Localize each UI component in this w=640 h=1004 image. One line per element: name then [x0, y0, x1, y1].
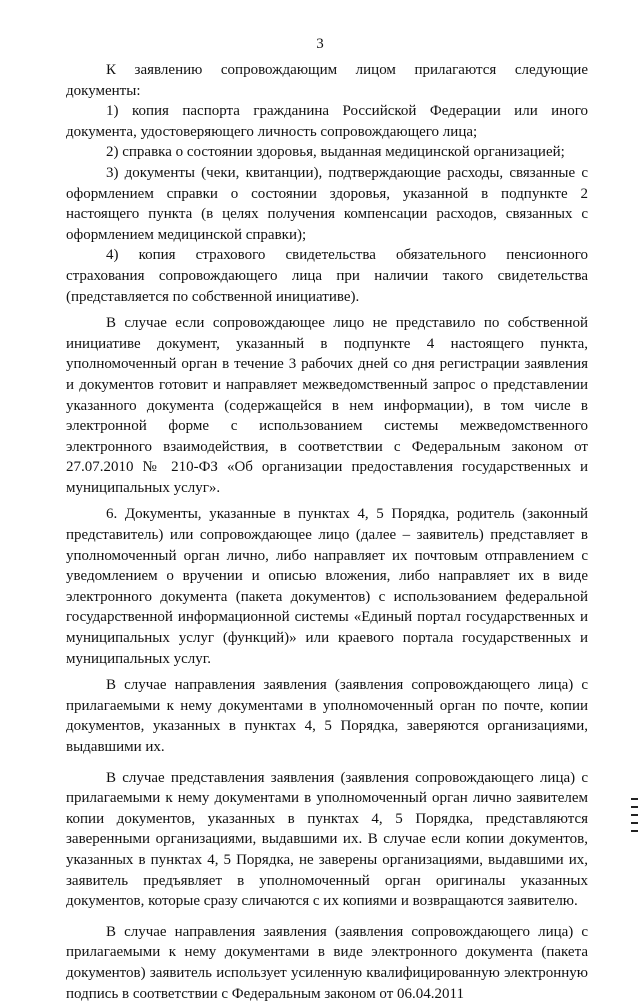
paragraph-item-2: 2) справка о состоянии здоровья, выданная медицинской организацией;: [106, 144, 565, 161]
paragraph-electronic-submission: В случае направления заявления (заявления сопровождающего лица) с прилагаемыми к нему документами в виде электронного документа (пакета документов) заявитель использует усиленную квалифицированную электронную подпись в соответствии с Федеральным законом от 06.04.2011: [66, 923, 588, 1002]
paragraph-item-4: 4) копия страхового свидетельства обязательного пенсионного страхования сопровождающего лица при наличии такого свидетельства (представляется по собственной инициативе).: [66, 247, 588, 305]
paragraph-item-1: 1) копия паспорта гражданина Российской Федерации или иного документа, удостоверяющего личность сопровождающего лица;: [66, 103, 588, 140]
scan-artifact: [631, 830, 638, 832]
scan-artifact: [631, 822, 638, 824]
paragraph-postal-submission: В случае направления заявления (заявления сопровождающего лица) с прилагаемыми к нему документами в уполномоченный орган по почте, копии документов, указанных в пунктах 4, 5 Порядка, заверяются организациями, выдавшими их.: [66, 677, 588, 755]
scan-artifact: [631, 798, 638, 800]
paragraph-personal-submission: В случае представления заявления (заявления сопровождающего лица) с прилагаемыми к нему документами в уполномоченный орган лично заявителем копии документов, указанных в пунктах 4, 5 Порядка, представляются заверенными организациями, выдавшими их. В случае если копии документов, указанных в пунктах 4, 5 Порядка, не заверены организациями, выдавшими их, заявитель предъявляет в уполномоченный орган оригиналы указанных документов, которые сразу сличаются с их копиями и возвращаются заявителю.: [66, 769, 588, 910]
page-number: 3: [316, 36, 324, 52]
scan-artifact: [631, 814, 638, 816]
scan-artifact: [631, 806, 638, 808]
paragraph-section-6: 6. Документы, указанные в пунктах 4, 5 Порядка, родитель (законный представитель) или сопровождающее лицо (далее – заявитель) представляет в уполномоченный орган лично, либо направляет их почтовым отправлением с уведомлением о вручении и описью вложения, либо направляет их в виде электронного документа (пакета документов) с использованием федеральной государственной информационной системы «Единый портал государственных и муниципальных услуг (функций)» или краевого портала государственных и муниципальных услуг.: [66, 506, 588, 667]
document-body: [66, 60, 588, 1004]
paragraph-attachments-intro: К заявлению сопровождающим лицом прилагаются следующие документы:: [66, 62, 588, 99]
paragraph-interagency-request: В случае если сопровождающее лицо не представило по собственной инициативе документ, указанный в подпункте 4 настоящего пункта, уполномоченный орган в течение 3 рабочих дней со дня регистрации заявления и документов готовит и направляет межведомственный запрос о представлении указанного документа (содержащейся в нем информации), в том числе в электронной форме с использованием системы межведомственного электронного взаимодействия, в соответствии с Федеральным законом от 27.07.2010 № 210-ФЗ «Об организации предоставления государственных и муниципальных услуг».: [66, 315, 588, 496]
paragraph-item-3: 3) документы (чеки, квитанции), подтверждающие расходы, связанные с оформлением справки о состоянии здоровья, указанной в подпункте 2 настоящего пункта (в целях получения компенсации расходов, связанных с оформлением медицинской справки);: [66, 164, 588, 243]
